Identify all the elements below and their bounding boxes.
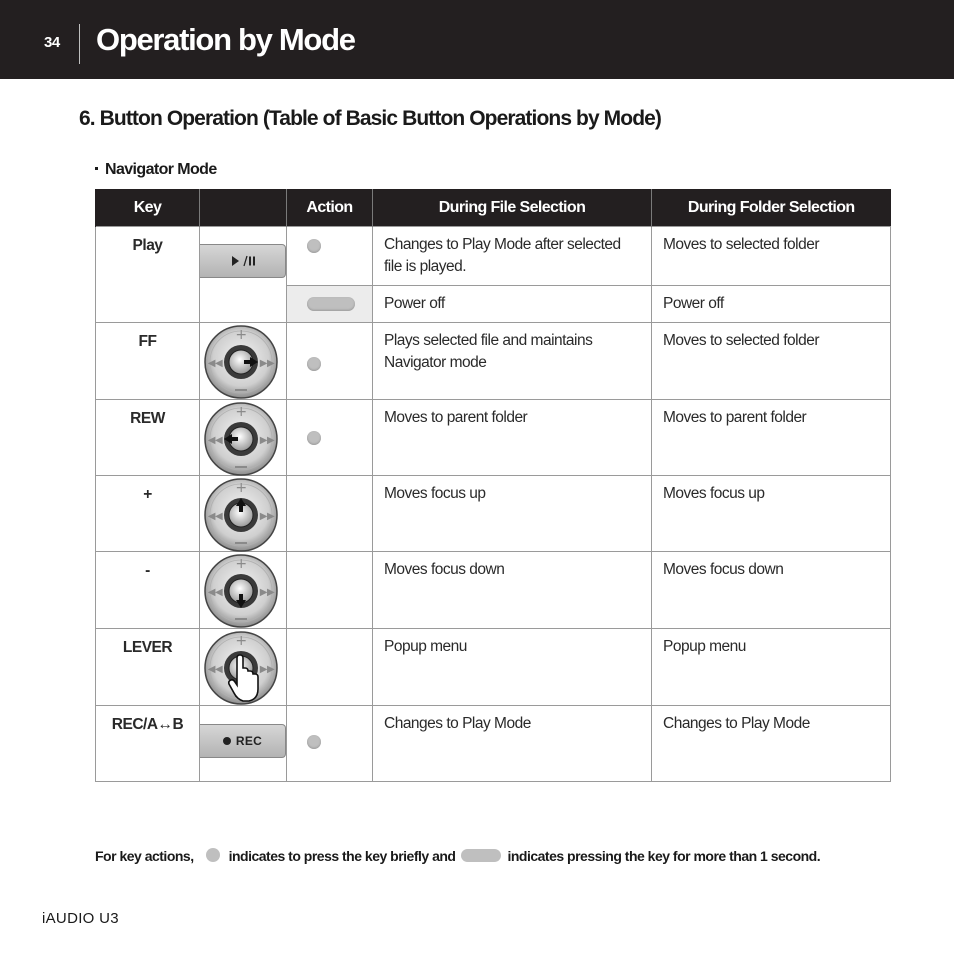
key-cell: FF bbox=[96, 323, 200, 400]
header-file-selection: During File Selection bbox=[373, 189, 652, 227]
file-selection-cell: Power off bbox=[373, 286, 652, 323]
button-image-cell bbox=[200, 227, 287, 323]
file-selection-cell: Moves to parent folder bbox=[373, 400, 652, 476]
header-bar bbox=[0, 0, 954, 79]
key-cell: Play bbox=[96, 227, 200, 323]
header-folder-selection: During Folder Selection bbox=[652, 189, 891, 227]
table-row bbox=[96, 323, 891, 400]
key-cell: + bbox=[96, 476, 200, 552]
button-image-cell bbox=[200, 552, 287, 629]
file-selection-cell: Changes to Play Mode bbox=[373, 706, 652, 782]
action-cell bbox=[287, 476, 373, 552]
button-image-cell bbox=[200, 323, 287, 400]
file-selection-cell: Plays selected file and maintains Navigator mode bbox=[373, 323, 652, 400]
folder-selection-cell: Moves to parent folder bbox=[652, 400, 891, 476]
footnote-part3: indicates pressing the key for more than 1 second. bbox=[507, 848, 821, 864]
header-divider bbox=[79, 24, 80, 64]
short-press-icon bbox=[307, 239, 321, 253]
bullet-icon bbox=[95, 167, 98, 170]
short-press-icon bbox=[307, 357, 321, 371]
header-button-image bbox=[200, 189, 287, 227]
action-cell bbox=[287, 400, 373, 476]
key-cell: LEVER bbox=[96, 629, 200, 706]
table-row bbox=[96, 476, 891, 552]
section-title: 6. Button Operation (Table of Basic Button Operations by Mode) bbox=[79, 107, 661, 130]
folder-selection-cell: Popup menu bbox=[652, 629, 891, 706]
record-dot-icon bbox=[223, 737, 231, 745]
table-row bbox=[96, 629, 891, 706]
action-cell bbox=[287, 552, 373, 629]
short-press-icon bbox=[307, 431, 321, 445]
page-number: 34 bbox=[44, 34, 60, 51]
play-pause-button-icon bbox=[200, 244, 286, 278]
button-image-cell bbox=[200, 476, 287, 552]
folder-selection-cell: Moves focus up bbox=[652, 476, 891, 552]
folder-selection-cell: Moves to selected folder bbox=[652, 227, 891, 286]
jog-wheel-up-icon bbox=[204, 478, 280, 554]
short-press-legend-icon bbox=[206, 848, 220, 862]
key-cell: - bbox=[96, 552, 200, 629]
footnote-part2: indicates to press the key briefly and bbox=[228, 848, 456, 864]
table-row bbox=[96, 227, 891, 286]
button-image-cell bbox=[200, 629, 287, 706]
action-cell bbox=[287, 706, 373, 782]
file-selection-cell: Popup menu bbox=[373, 629, 652, 706]
action-cell bbox=[287, 227, 373, 286]
jog-wheel-press-icon bbox=[204, 631, 280, 707]
table-row bbox=[96, 552, 891, 629]
table-header-row bbox=[96, 189, 891, 227]
key-cell: REW bbox=[96, 400, 200, 476]
jog-wheel-left-icon bbox=[204, 402, 280, 478]
folder-selection-cell: Moves to selected folder bbox=[652, 323, 891, 400]
subsection-heading bbox=[95, 161, 217, 179]
table-row bbox=[96, 400, 891, 476]
brand-footer: iAUDIO U3 bbox=[42, 910, 119, 927]
short-press-icon bbox=[307, 735, 321, 749]
button-image-cell bbox=[200, 400, 287, 476]
button-image-cell bbox=[200, 706, 287, 782]
rec-label: REC bbox=[235, 734, 263, 748]
file-selection-cell: Changes to Play Mode after selected file is played. bbox=[373, 227, 652, 286]
button-operations-table bbox=[95, 189, 891, 782]
long-press-icon bbox=[307, 297, 355, 311]
long-press-legend-icon bbox=[461, 849, 501, 862]
subsection-label: Navigator Mode bbox=[105, 161, 217, 178]
page-title: Operation by Mode bbox=[96, 22, 355, 57]
table-row bbox=[96, 706, 891, 782]
key-cell: REC/A↔B bbox=[96, 706, 200, 782]
action-cell bbox=[287, 323, 373, 400]
footnote bbox=[95, 848, 820, 864]
header-key: Key bbox=[96, 189, 200, 227]
rec-button-icon bbox=[200, 724, 286, 758]
folder-selection-cell: Power off bbox=[652, 286, 891, 323]
file-selection-cell: Moves focus down bbox=[373, 552, 652, 629]
jog-wheel-down-icon bbox=[204, 554, 280, 630]
action-cell bbox=[287, 286, 373, 323]
jog-wheel-right-icon bbox=[204, 325, 280, 401]
footnote-part1: For key actions, bbox=[95, 848, 194, 864]
file-selection-cell: Moves focus up bbox=[373, 476, 652, 552]
folder-selection-cell: Changes to Play Mode bbox=[652, 706, 891, 782]
folder-selection-cell: Moves focus down bbox=[652, 552, 891, 629]
action-cell bbox=[287, 629, 373, 706]
header-action: Action bbox=[287, 189, 373, 227]
